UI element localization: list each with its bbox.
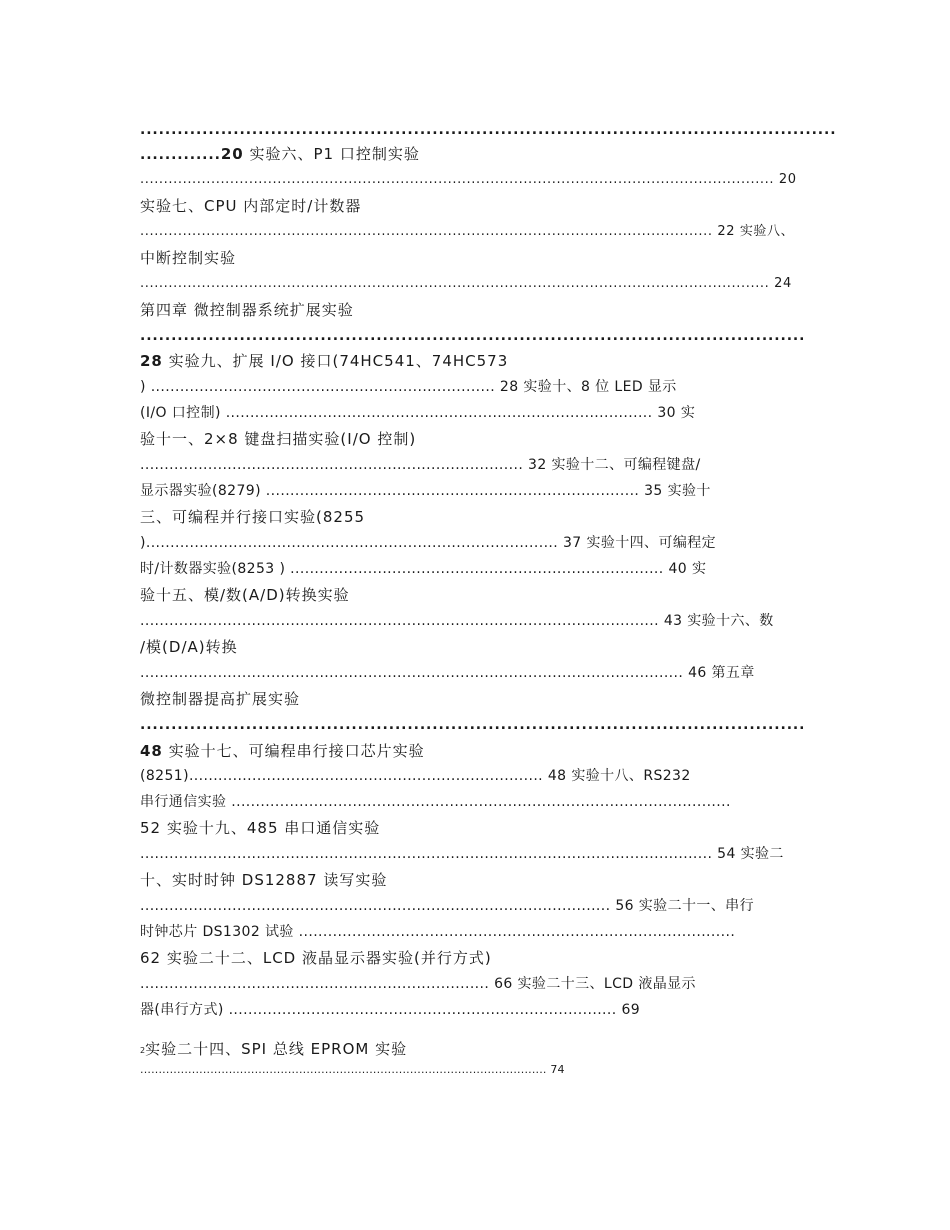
toc-entry: 时钟芯片 DS1302 试验 .......................................................................................... <box>140 924 736 940</box>
toc-entry-text: 实验九、扩展 I/O 接口(74HC541、74HC573 <box>162 352 509 370</box>
toc-entry: 实验七、CPU 内部定时/计数器 <box>140 197 362 215</box>
toc-chapter-heading: 微控制器提高扩展实验 <box>140 690 301 708</box>
toc-entry: ........................................................................................................... 43 实验十六、数 <box>140 613 774 629</box>
toc-entry: 时/计数器实验(8253 ) ............................................................................. 40 实 <box>140 561 707 577</box>
toc-leader-line: .............................................................................................................. 74 <box>140 1063 565 1076</box>
toc-line <box>140 144 420 165</box>
toc-entry-text: 实验十七、可编程串行接口芯片实验 <box>162 742 425 760</box>
toc-line <box>140 741 425 761</box>
toc-entry: ................................................................................................................ 46 第五章 <box>140 665 755 681</box>
toc-leader-line: ......................................................................................................................... 22 实验八、 <box>140 224 795 239</box>
toc-leader-line: ................................................................................................................ <box>140 122 837 138</box>
toc-leader-line: ..................................................................................................................................... 24 <box>140 276 792 291</box>
toc-entry: (I/O 口控制) ........................................................................................ 30 实 <box>140 405 696 421</box>
toc-leader-line: ...................................................................................................................................... 20 <box>140 172 797 187</box>
toc-entry: (8251)......................................................................... 48 实验十八、RS232 <box>140 768 691 784</box>
toc-entry-text: 实验六、P1 口控制实验 <box>243 145 420 163</box>
toc-entry: 验十五、模/数(A/D)转换实验 <box>140 586 350 604</box>
toc-entry: ...................................................................................................................... 54 实验二 <box>140 846 784 862</box>
toc-entry-text: 实验二十四、SPI 总线 EPROM 实验 <box>145 1040 408 1058</box>
page-marker: 2 <box>140 1046 146 1055</box>
toc-entry: 62 实验二十二、LCD 液晶显示器实验(并行方式) <box>140 949 492 967</box>
toc-page-number: 20 <box>220 145 244 163</box>
toc-line <box>140 1039 407 1061</box>
toc-entry: 十、实时时钟 DS12887 读写实验 <box>140 871 388 889</box>
toc-entry: /模(D/A)转换 <box>140 638 238 656</box>
toc-entry: ........................................................................ 66 实验二十三、LCD 液晶显示 <box>140 976 696 992</box>
toc-leader-line: ........................................................................................................... <box>140 328 806 344</box>
toc-leader: ............. <box>140 147 221 163</box>
toc-entry: 串行通信实验 ....................................................................................................... <box>140 794 731 810</box>
toc-page-number: 48 <box>140 742 163 760</box>
toc-entry: ............................................................................... 32 实验十二、可编程键盘/ <box>140 457 701 473</box>
toc-line <box>140 351 508 371</box>
toc-entry: )..................................................................................... 37 实验十四、可编程定 <box>140 535 717 551</box>
toc-entry: 器(串行方式) ................................................................................ 69 <box>140 1002 641 1018</box>
toc-entry: 验十一、2×8 键盘扫描实验(I/O 控制) <box>140 430 417 448</box>
toc-entry: 三、可编程并行接口实验(8255 <box>140 508 366 526</box>
toc-entry: 52 实验十九、485 串口通信实验 <box>140 819 381 837</box>
toc-entry: ) ....................................................................... 28 实验十、8 位 LED 显示 <box>140 379 677 395</box>
toc-entry: 显示器实验(8279) ............................................................................. 35 实验十 <box>140 483 711 499</box>
toc-entry: ................................................................................................. 56 实验二十一、串行 <box>140 898 754 914</box>
toc-entry: 中断控制实验 <box>140 249 237 267</box>
toc-leader-line: ........................................................................................................... <box>140 717 806 733</box>
toc-page-number: 28 <box>140 352 163 370</box>
toc-chapter-heading: 第四章 微控制器系统扩展实验 <box>140 301 354 319</box>
